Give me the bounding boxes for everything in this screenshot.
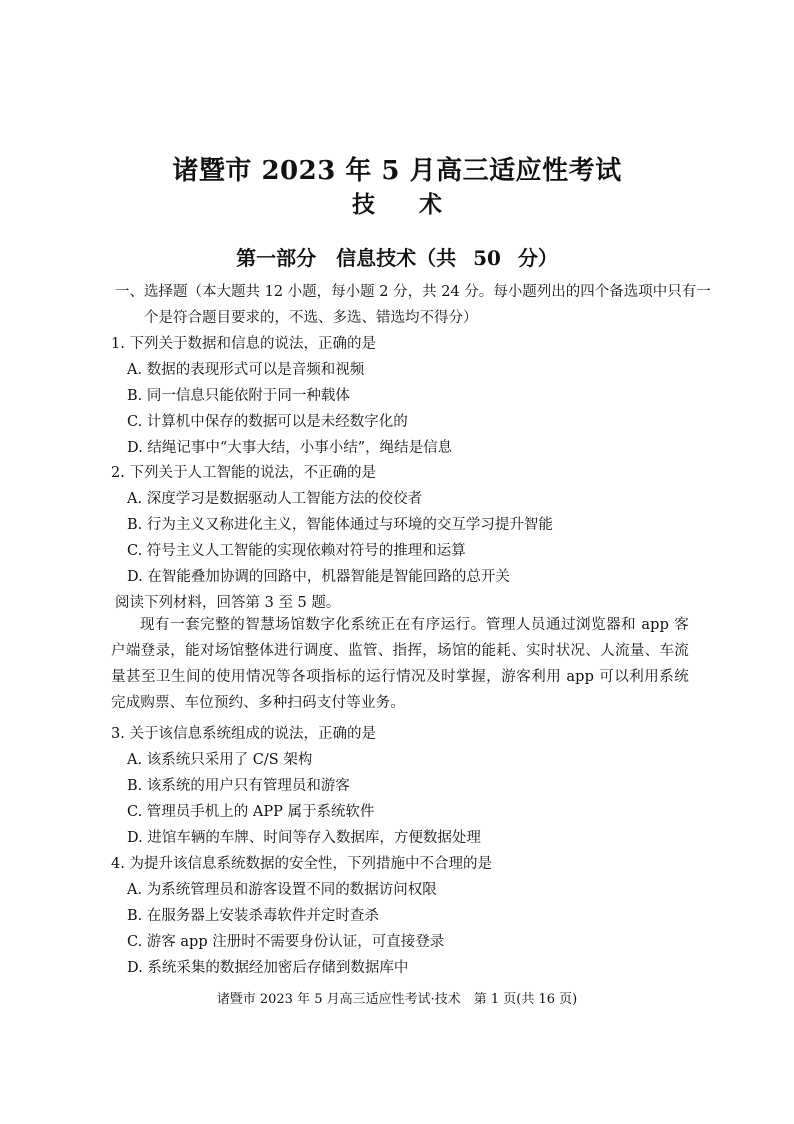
question-2-option-b: B. 行为主义又称进化主义，智能体通过与环境的交互学习提升智能 <box>127 517 553 533</box>
question-2-stem: 2. 下列关于人工智能的说法，不正确的是 <box>111 465 376 481</box>
question-3-option-c: C. 管理员手机上的 APP 属于系统软件 <box>127 804 375 820</box>
part-title: 第一部分 信息技术（共 50 分） <box>236 246 558 270</box>
exam-title: 诸暨市 2023 年 5 月高三适应性考试 <box>172 156 622 186</box>
question-3-option-b: B. 该系统的用户只有管理员和游客 <box>127 778 350 794</box>
question-4-option-d: D. 系统采集的数据经加密后存储到数据库中 <box>127 960 409 976</box>
question-2-option-c: C. 符号主义人工智能的实现依赖对符号的推理和运算 <box>127 543 466 559</box>
question-1-option-a: A. 数据的表现形式可以是音频和视频 <box>127 362 365 378</box>
question-1-option-c: C. 计算机中保存的数据可以是未经数字化的 <box>127 414 408 430</box>
question-4-option-a: A. 为系统管理员和游客设置不同的数据访问权限 <box>127 882 437 898</box>
section-instructions-line1: 一、选择题（本大题共 12 小题，每小题 2 分，共 24 分。每小题列出的四个备选项中只有一 <box>115 284 711 300</box>
reading-intro: 阅读下列材料，回答第 3 至 5 题。 <box>115 595 341 611</box>
question-3-option-d: D. 进馆车辆的车牌、时间等存入数据库，方便数据处理 <box>127 830 481 846</box>
question-4-stem: 4. 为提升该信息系统数据的安全性，下列措施中不合理的是 <box>111 856 492 872</box>
section-instructions-line2: 个是符合题目要求的，不选、多选、错选均不得分） <box>144 310 478 326</box>
question-4-option-b: B. 在服务器上安装杀毒软件并定时查杀 <box>127 908 379 924</box>
question-1-option-b: B. 同一信息只能依附于同一种载体 <box>127 388 350 404</box>
question-3-option-a: A. 该系统只采用了 C/S 架构 <box>127 752 313 768</box>
question-3-stem: 3. 关于该信息系统组成的说法，正确的是 <box>111 726 376 742</box>
page-footer: 诸暨市 2023 年 5 月高三适应性考试·技术 第 1 页(共 16 页) <box>216 992 578 1007</box>
question-2-option-d: D. 在智能叠加协调的回路中，机器智能是智能回路的总开关 <box>127 569 510 585</box>
question-1-stem: 1. 下列关于数据和信息的说法，正确的是 <box>111 336 376 352</box>
question-4-option-c: C. 游客 app 注册时不需要身份认证，可直接登录 <box>127 934 445 950</box>
question-2-option-a: A. 深度学习是数据驱动人工智能方法的佼佼者 <box>127 491 423 507</box>
reading-material: 现有一套完整的智慧场馆数字化系统正在有序运行。管理人员通过浏览器和 app 客户端登录，能对场馆整体进行调度、监管、指挥，场馆的能耗、实时状况、人流量、车流量甚至卫生间的使用情况等各项指标的运行情况及时掌握，游客利用 app 可以利用系统完成购票、车位预约、多种扫码支付等业务。 <box>111 617 689 711</box>
subject-title: 技 术 <box>351 191 460 218</box>
question-1-option-d: D. 结绳记事中“大事大结，小事小结”，绳结是信息 <box>127 440 453 456</box>
